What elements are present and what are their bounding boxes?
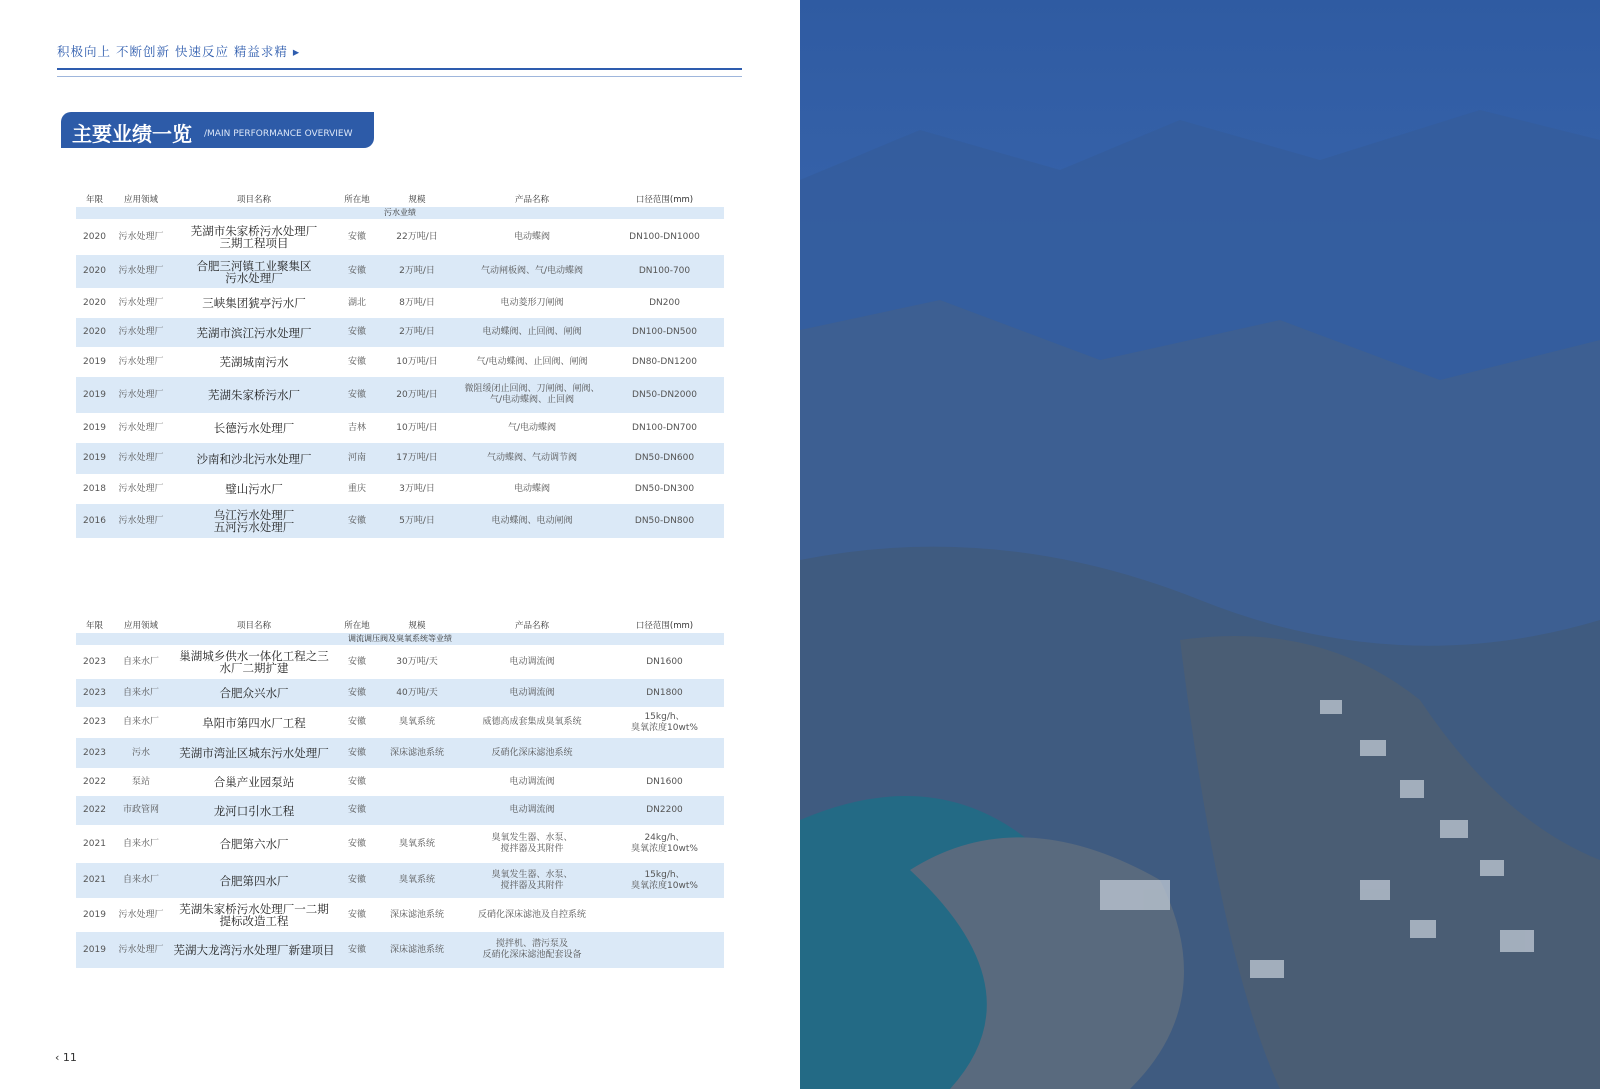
table-cell: 合肥三河镇工业聚集区 污水处理厂 xyxy=(169,255,339,288)
column-header: 应用领域 xyxy=(123,195,158,205)
table-cell: 臭氧系统 xyxy=(375,863,459,898)
table-row xyxy=(76,443,724,474)
table-cell: DN50-DN300 xyxy=(634,483,695,494)
table-cell: 2019 xyxy=(83,909,106,920)
table-row xyxy=(76,825,724,863)
table-cell: 自来水厂 xyxy=(113,679,169,707)
table-cell: 20万吨/日 xyxy=(375,377,459,413)
column-header: 年限 xyxy=(85,621,103,631)
tagline: 积极向上 不断创新 快速反应 精益求精 ▸ xyxy=(57,44,301,59)
table-row xyxy=(76,219,724,255)
table-cell: 2021 xyxy=(83,838,106,849)
header-rule-thin xyxy=(57,76,742,77)
table-cell: 气动闸板阀、气/电动蝶阀 xyxy=(459,255,605,288)
table-row xyxy=(76,377,724,413)
category-label: 污水业绩 xyxy=(76,207,724,219)
table-cell xyxy=(375,796,459,825)
table-cell: 自来水厂 xyxy=(122,838,159,849)
table-cell: 2018 xyxy=(83,483,106,494)
table-cell: 合肥众兴水厂 xyxy=(169,679,339,707)
table-cell: 10万吨/日 xyxy=(396,356,438,367)
table-cell: 安徽 xyxy=(339,863,375,898)
table-row xyxy=(76,768,724,796)
table-cell: 安徽 xyxy=(339,318,375,347)
table-cell: 2023 xyxy=(76,738,113,768)
table-cell: 污水处理厂 xyxy=(118,422,164,433)
table-cell: 2019 xyxy=(76,932,113,968)
table-cell: 沙南和沙北污水处理厂 xyxy=(169,443,339,474)
table-cell: 威德高成套集成臭氧系统 xyxy=(482,717,582,727)
column-header: 所在地 xyxy=(344,195,370,205)
table-cell: DN100-DN700 xyxy=(632,422,697,433)
table-cell: 24kg/h、 臭氧浓度10wt% xyxy=(631,833,698,854)
table-cell: 2万吨/日 xyxy=(375,255,459,288)
table-row xyxy=(76,318,724,347)
table-cell: 湖北 xyxy=(347,297,366,308)
table-cell: 安徽 xyxy=(339,679,375,707)
table-cell: 泵站 xyxy=(131,776,150,787)
table-cell: 污水处理厂 xyxy=(113,318,169,347)
table-cell: 2016 xyxy=(76,504,113,538)
table-cell: 臭氧发生器、水泵、 搅拌器及其附件 xyxy=(491,833,573,854)
table-cell: 臭氧系统 xyxy=(398,717,435,727)
table-cell: 安徽 xyxy=(339,796,375,825)
table-row xyxy=(76,796,724,825)
table-row xyxy=(76,504,724,538)
table-cell: 气/电动蝶阀 xyxy=(507,422,557,433)
table-row xyxy=(76,863,724,898)
table-cell: 自来水厂 xyxy=(122,656,159,667)
table-cell: 15kg/h、 臭氧浓度10wt% xyxy=(605,863,724,898)
table-cell: 安徽 xyxy=(347,356,366,367)
column-header: 口径范围(mm) xyxy=(635,195,694,205)
table-cell: DN50-DN800 xyxy=(605,504,724,538)
table-cell: 自来水厂 xyxy=(122,717,159,727)
table-cell: 安徽 xyxy=(347,776,366,787)
table-cell: DN1600 xyxy=(646,656,683,667)
table-cell: 长德污水处理厂 xyxy=(213,421,295,435)
table-cell: 安徽 xyxy=(339,738,375,768)
table-cell: DN2200 xyxy=(605,796,724,825)
table-cell: 芜湖市滨江污水处理厂 xyxy=(169,318,339,347)
table-cell: 污水处理厂 xyxy=(118,483,164,494)
table-cell: 气/电动蝶阀、止回阀、闸阀 xyxy=(476,356,588,367)
table-cell: 合肥第四水厂 xyxy=(169,863,339,898)
column-header: 所在地 xyxy=(344,621,370,631)
table-row xyxy=(76,679,724,707)
table-row xyxy=(76,288,724,318)
table-cell: 10万吨/日 xyxy=(396,422,438,433)
table-cell: 污水处理厂 xyxy=(118,297,164,308)
category-label: 调流调压阀及臭氧系统等业绩 xyxy=(76,633,724,645)
table-cell: DN50-DN2000 xyxy=(605,377,724,413)
table-row xyxy=(76,898,724,932)
column-header: 规模 xyxy=(408,621,426,631)
table-cell: 2019 xyxy=(83,356,106,367)
right-page-photo xyxy=(800,0,1600,1089)
table-cell xyxy=(375,768,459,796)
table-cell: 3万吨/日 xyxy=(399,483,435,494)
table-cell: 芜湖朱家桥污水厂 xyxy=(169,377,339,413)
table-row xyxy=(76,645,724,679)
column-header: 口径范围(mm) xyxy=(635,621,694,631)
table-cell: 15kg/h、 臭氧浓度10wt% xyxy=(631,711,698,733)
section-title-en: /MAIN PERFORMANCE OVERVIEW xyxy=(204,129,353,139)
table-cell: 2023 xyxy=(83,656,106,667)
section-title-cn: 主要业绩一览 xyxy=(72,122,192,146)
table-cell: 市政管网 xyxy=(113,796,169,825)
page-number: ‹ 11 xyxy=(55,1051,77,1064)
table-cell: 自来水厂 xyxy=(113,863,169,898)
table-cell: 河南 xyxy=(339,443,375,474)
table-cell: 重庆 xyxy=(347,483,366,494)
table-cell: 电动菱形刀闸阀 xyxy=(500,297,564,308)
table-cell: 合肥第六水厂 xyxy=(219,837,289,851)
table-cell: 电动蝶阀 xyxy=(513,231,550,242)
table-cell: 乌江污水处理厂 五河污水处理厂 xyxy=(169,504,339,538)
table-cell: 电动蝶阀、电动闸阀 xyxy=(459,504,605,538)
column-header: 产品名称 xyxy=(514,195,549,205)
table-cell: 安徽 xyxy=(339,377,375,413)
table-cell: 芜湖大龙湾污水处理厂新建项目 xyxy=(169,932,339,968)
table-cell: 污水处理厂 xyxy=(113,377,169,413)
table-cell: DN80-DN1200 xyxy=(632,356,697,367)
performance-table-sewage xyxy=(76,191,724,538)
table-cell xyxy=(605,932,724,968)
table-cell: 芜湖市朱家桥污水处理厂 三期工程项目 xyxy=(190,224,318,250)
table-cell: DN1600 xyxy=(646,776,683,787)
table-cell: 2020 xyxy=(76,255,113,288)
table-row xyxy=(76,738,724,768)
table-cell: 2023 xyxy=(83,717,106,727)
table-cell: 2022 xyxy=(83,776,106,787)
table-cell: 2020 xyxy=(83,297,106,308)
table-cell: 深床滤池系统 xyxy=(389,909,444,920)
table-cell: 电动调流阀 xyxy=(509,656,555,667)
table-cell: 5万吨/日 xyxy=(375,504,459,538)
table-cell: 安徽 xyxy=(339,255,375,288)
table-cell: 反硝化深床滤池及自控系统 xyxy=(477,909,586,920)
table-row xyxy=(76,347,724,377)
table-cell: 2019 xyxy=(76,377,113,413)
column-header: 规模 xyxy=(408,195,426,205)
table-cell: 安徽 xyxy=(347,909,366,920)
table-cell xyxy=(605,898,724,932)
table-cell: 17万吨/日 xyxy=(375,443,459,474)
table-cell: 2022 xyxy=(76,796,113,825)
table-row xyxy=(76,255,724,288)
table-cell: 合巢产业园泵站 xyxy=(213,775,295,789)
table-cell: 深床滤池系统 xyxy=(375,738,459,768)
table-cell: 微阻缓闭止回阀、刀闸阀、闸阀、 气/电动蝶阀、止回阀 xyxy=(459,377,605,413)
table-cell xyxy=(605,738,724,768)
table-cell: 2019 xyxy=(83,422,106,433)
table-cell: 反硝化深床滤池系统 xyxy=(459,738,605,768)
column-header: 项目名称 xyxy=(236,195,271,205)
table-cell: 2020 xyxy=(83,231,106,242)
table-cell: 40万吨/天 xyxy=(375,679,459,707)
aerial-landscape-image xyxy=(800,0,1600,1089)
category-row xyxy=(76,633,724,645)
table-cell: 电动调流阀 xyxy=(459,679,605,707)
table-cell: 安徽 xyxy=(339,932,375,968)
table-cell: 污水处理厂 xyxy=(113,443,169,474)
table-row xyxy=(76,413,724,443)
table-row xyxy=(76,932,724,968)
column-header: 应用领域 xyxy=(123,621,158,631)
table-cell: 芜湖市湾沚区城东污水处理厂 xyxy=(169,738,339,768)
table-cell: 污水处理厂 xyxy=(113,504,169,538)
table-cell: 安徽 xyxy=(339,504,375,538)
table-cell: DN100-DN1000 xyxy=(629,231,700,242)
table-cell: 安徽 xyxy=(347,231,366,242)
performance-table-valves-ozone xyxy=(76,617,724,968)
table-cell: 电动蝶阀、止回阀、闸阀 xyxy=(459,318,605,347)
column-header: 年限 xyxy=(85,195,103,205)
table-cell: 安徽 xyxy=(347,717,366,727)
table-header-row xyxy=(76,617,724,633)
table-cell: DN1800 xyxy=(605,679,724,707)
table-cell: 阜阳市第四水厂工程 xyxy=(202,715,306,730)
table-cell: 安徽 xyxy=(347,838,366,849)
table-cell: 吉林 xyxy=(347,422,366,433)
table-cell: 气动蝶阀、气动调节阀 xyxy=(459,443,605,474)
column-header: 项目名称 xyxy=(236,621,271,631)
table-row xyxy=(76,707,724,738)
table-cell: 臭氧系统 xyxy=(398,838,435,849)
table-cell: 搅拌机、潜污泵及 反硝化深床滤池配套设备 xyxy=(459,932,605,968)
table-cell: 2019 xyxy=(76,443,113,474)
table-cell: 污水处理厂 xyxy=(113,932,169,968)
table-cell: 电动蝶阀 xyxy=(513,483,550,494)
table-cell: 深床滤池系统 xyxy=(375,932,459,968)
category-row xyxy=(76,207,724,219)
table-cell: 8万吨/日 xyxy=(399,297,435,308)
table-cell: 芜湖朱家桥污水处理厂一二期 提标改造工程 xyxy=(179,902,329,928)
table-cell: 璧山污水厂 xyxy=(225,482,283,496)
table-cell: 30万吨/天 xyxy=(396,656,438,667)
table-cell: 巢湖城乡供水一体化工程之三 水厂二期扩建 xyxy=(179,649,329,675)
table-cell: 臭氧发生器、水泵、 搅拌器及其附件 xyxy=(459,863,605,898)
table-cell: 电动调流阀 xyxy=(509,776,555,787)
table-cell: 2020 xyxy=(76,318,113,347)
section-title-banner xyxy=(61,112,374,148)
table-cell: 芜湖城南污水 xyxy=(219,355,289,369)
table-cell: 污水处理厂 xyxy=(118,909,164,920)
table-cell: 污水 xyxy=(113,738,169,768)
table-cell: DN100-DN500 xyxy=(605,318,724,347)
table-cell: 安徽 xyxy=(347,656,366,667)
table-cell: 2023 xyxy=(76,679,113,707)
table-cell: 污水处理厂 xyxy=(113,255,169,288)
table-cell: DN200 xyxy=(649,297,680,308)
table-cell: 污水处理厂 xyxy=(118,231,164,242)
table-cell: 污水处理厂 xyxy=(118,356,164,367)
table-cell: DN50-DN600 xyxy=(605,443,724,474)
table-cell: 22万吨/日 xyxy=(396,231,438,242)
table-cell: 三峡集团猇亭污水厂 xyxy=(202,296,306,310)
table-cell: 龙河口引水工程 xyxy=(169,796,339,825)
header-rule xyxy=(57,68,742,70)
table-cell: 电动调流阀 xyxy=(459,796,605,825)
table-cell: 2万吨/日 xyxy=(375,318,459,347)
table-cell: DN100-700 xyxy=(605,255,724,288)
table-row xyxy=(76,474,724,504)
table-cell: 2021 xyxy=(76,863,113,898)
column-header: 产品名称 xyxy=(514,621,549,631)
table-header-row xyxy=(76,191,724,207)
